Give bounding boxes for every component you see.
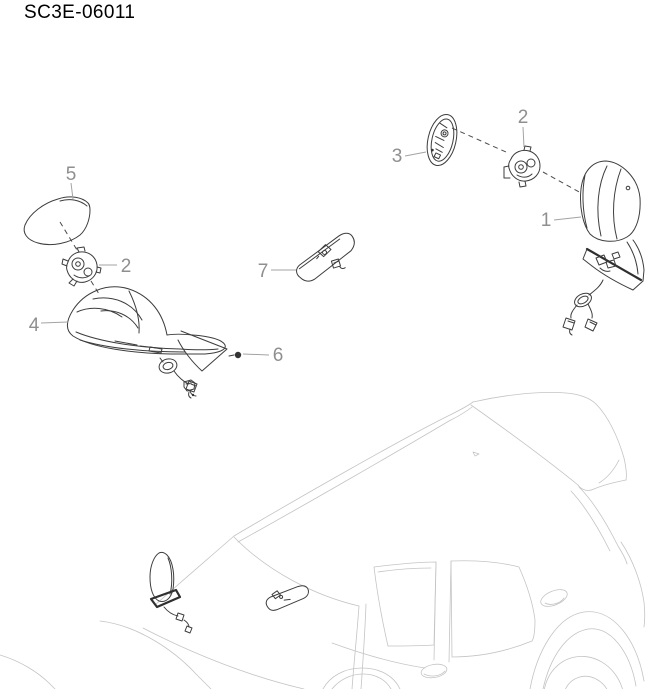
windshield-base bbox=[234, 537, 359, 606]
spoiler-crease bbox=[599, 460, 619, 483]
leader-line-4 bbox=[41, 322, 68, 323]
roofline-outer bbox=[234, 402, 473, 536]
roof-rear-edge bbox=[471, 405, 578, 485]
b-pillar-1 bbox=[434, 562, 436, 660]
rear-rim bbox=[556, 670, 618, 689]
mirror-actuator-left-part2 bbox=[62, 247, 101, 286]
callout-2-right: 2 bbox=[517, 107, 529, 128]
spoiler-end-cap bbox=[578, 480, 626, 490]
door-front-edge-2 bbox=[361, 604, 366, 689]
front-window-trim bbox=[378, 568, 431, 572]
roof-far-edge bbox=[473, 392, 596, 404]
callout-1: 1 bbox=[540, 210, 552, 231]
front-fender-edge bbox=[0, 655, 55, 689]
leader-line-1 bbox=[554, 217, 581, 220]
spoiler-outer-edge bbox=[596, 404, 626, 480]
left-mirror-harness bbox=[157, 357, 197, 398]
cowl-line bbox=[143, 628, 304, 689]
leader-line-3 bbox=[405, 152, 426, 156]
rear-wheel-arch-outer bbox=[530, 612, 644, 689]
hood-seam bbox=[100, 621, 211, 689]
rear-door-handle bbox=[538, 586, 569, 609]
front-door-handle bbox=[420, 662, 448, 679]
rear-body-edge bbox=[621, 542, 645, 627]
inside-rear-view-mirror-part7 bbox=[292, 230, 364, 292]
door-crease bbox=[332, 643, 425, 668]
b-pillar-2 bbox=[449, 561, 451, 662]
callout-4: 4 bbox=[28, 315, 40, 336]
rear-tire bbox=[532, 646, 635, 689]
callouts bbox=[29, 107, 581, 366]
a-pillar bbox=[155, 536, 234, 605]
rear-door-window bbox=[451, 561, 535, 657]
mirror-glass-left-part5 bbox=[24, 197, 90, 245]
door-mirror-on-vehicle bbox=[150, 552, 192, 633]
vehicle-outline bbox=[0, 392, 645, 689]
mirror-housing-left-part4 bbox=[67, 287, 227, 398]
leader-line-6 bbox=[243, 354, 269, 355]
assembly-axis-dash-1 bbox=[60, 222, 77, 250]
rear-wheel-arch-inner bbox=[543, 629, 636, 689]
mirror-assembly-right-part1 bbox=[563, 161, 644, 335]
assembly-axis-dash-3 bbox=[452, 128, 506, 152]
callout-5: 5 bbox=[65, 164, 77, 185]
d-pillar-1 bbox=[579, 487, 627, 564]
right-mirror-exploded-view bbox=[423, 112, 644, 335]
leader-line-2-right bbox=[523, 127, 524, 147]
door-front-edge-1 bbox=[352, 606, 359, 689]
rear-door-handle-line bbox=[545, 598, 564, 604]
callout-6: 6 bbox=[272, 345, 284, 366]
right-mirror-harness bbox=[563, 252, 620, 335]
callout-3: 3 bbox=[391, 146, 403, 167]
vehicle-mounted-parts bbox=[150, 380, 311, 633]
callout-7: 7 bbox=[257, 261, 269, 282]
sunroof-mark bbox=[473, 452, 479, 456]
roofline-inner bbox=[238, 407, 472, 542]
assembly-axis-dash-4 bbox=[543, 172, 581, 193]
diagram-code-title: SC3E-06011 bbox=[24, 2, 136, 23]
front-door-window bbox=[374, 562, 436, 646]
mirror-actuator-right-part2 bbox=[504, 146, 540, 187]
left-mirror-exploded-view bbox=[24, 197, 241, 398]
mirror-glass-holder-right-part3 bbox=[423, 112, 462, 169]
screw-part6 bbox=[229, 352, 241, 358]
callout-2-left: 2 bbox=[120, 256, 132, 277]
